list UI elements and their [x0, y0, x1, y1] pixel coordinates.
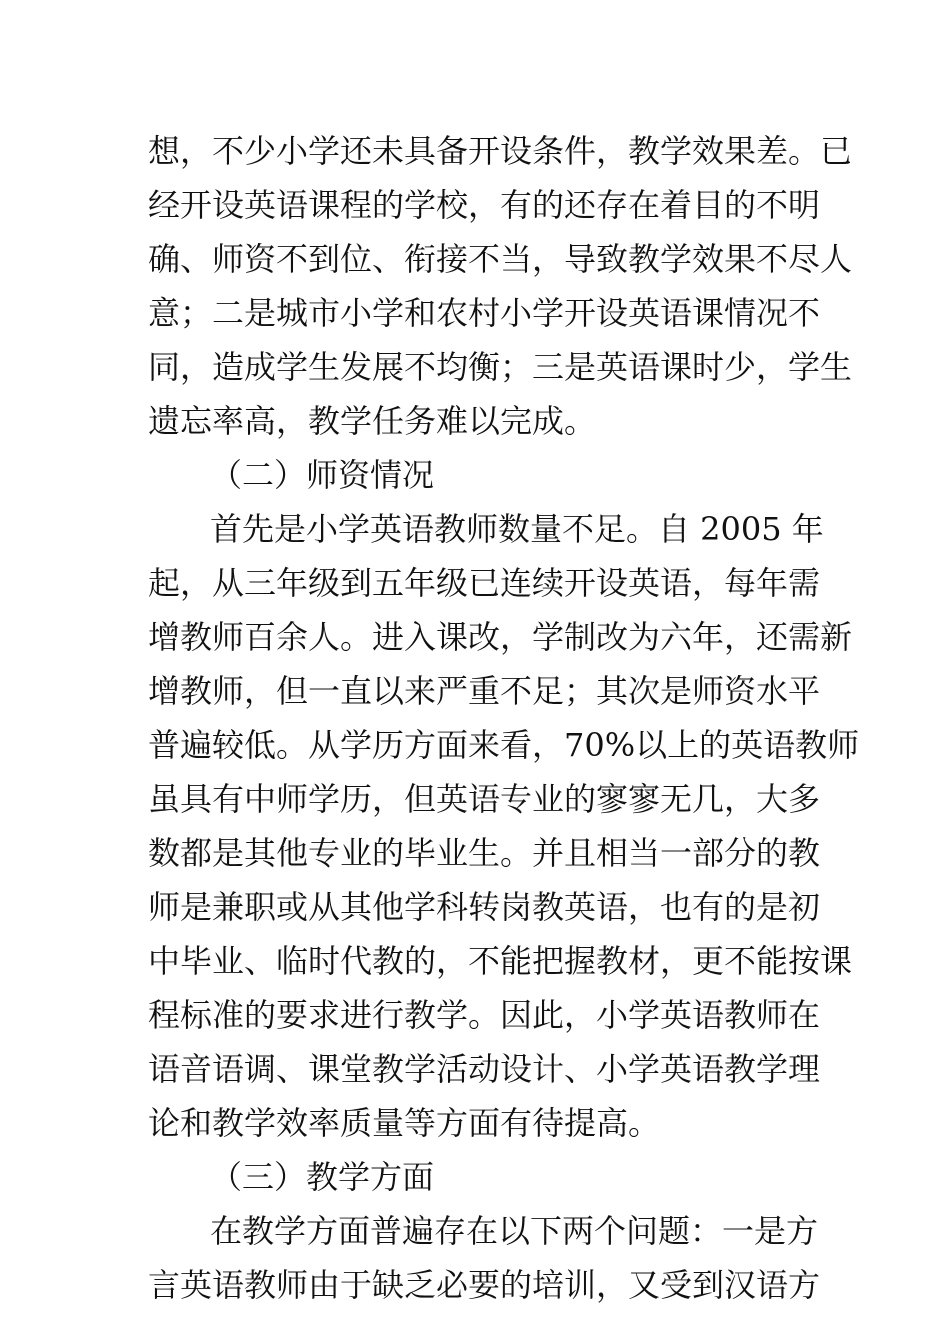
paragraph-1-line-1: 想，不少小学还未具备开设条件，教学效果差。已 [148, 132, 853, 170]
paragraph-3-line-2: 言英语教师由于缺乏必要的培训，又受到汉语方 [148, 1266, 821, 1304]
paragraph-2-line-7: 数都是其他专业的毕业生。并且相当一部分的教 [148, 834, 821, 872]
paragraph-1-line-3: 确、师资不到位、衔接不当，导致教学效果不尽人 [148, 240, 853, 278]
paragraph-2-line-9: 中毕业、临时代教的，不能把握教材，更不能按课 [148, 942, 853, 980]
paragraph-2-line-5: 普遍较低。从学历方面来看，70%以上的英语教师 [148, 726, 860, 764]
paragraph-1-line-5: 同，造成学生发展不均衡；三是英语课时少，学生 [148, 348, 853, 386]
paragraph-1-line-2: 经开设英语课程的学校，有的还存在着目的不明 [148, 186, 821, 224]
paragraph-2-line-4: 增教师，但一直以来严重不足；其次是师资水平 [148, 672, 821, 710]
paragraph-1-line-4: 意；二是城市小学和农村小学开设英语课情况不 [148, 294, 821, 332]
paragraph-1-line-6: 遗忘率高，教学任务难以完成。 [148, 402, 597, 440]
paragraph-2-line-2: 起，从三年级到五年级已连续开设英语，每年需 [148, 564, 821, 602]
paragraph-2-line-11: 语音语调、课堂教学活动设计、小学英语教学理 [148, 1050, 821, 1088]
paragraph-2-line-8: 师是兼职或从其他学科转岗教英语，也有的是初 [148, 888, 821, 926]
paragraph-2-line-6: 虽具有中师学历，但英语专业的寥寥无几，大多 [148, 780, 821, 818]
paragraph-2-line-1: 首先是小学英语教师数量不足。自 2005 年 [210, 510, 824, 548]
paragraph-3-line-1: 在教学方面普遍存在以下两个问题：一是方 [210, 1212, 819, 1250]
paragraph-2-line-10: 程标准的要求进行教学。因此，小学英语教师在 [148, 996, 821, 1034]
section-heading-teaching: （三）教学方面 [210, 1158, 435, 1196]
paragraph-2-line-12: 论和教学效率质量等方面有待提高。 [148, 1104, 661, 1142]
section-heading-teachers: （二）师资情况 [210, 456, 435, 494]
paragraph-2-line-3: 增教师百余人。进入课改，学制改为六年，还需新 [148, 618, 853, 656]
